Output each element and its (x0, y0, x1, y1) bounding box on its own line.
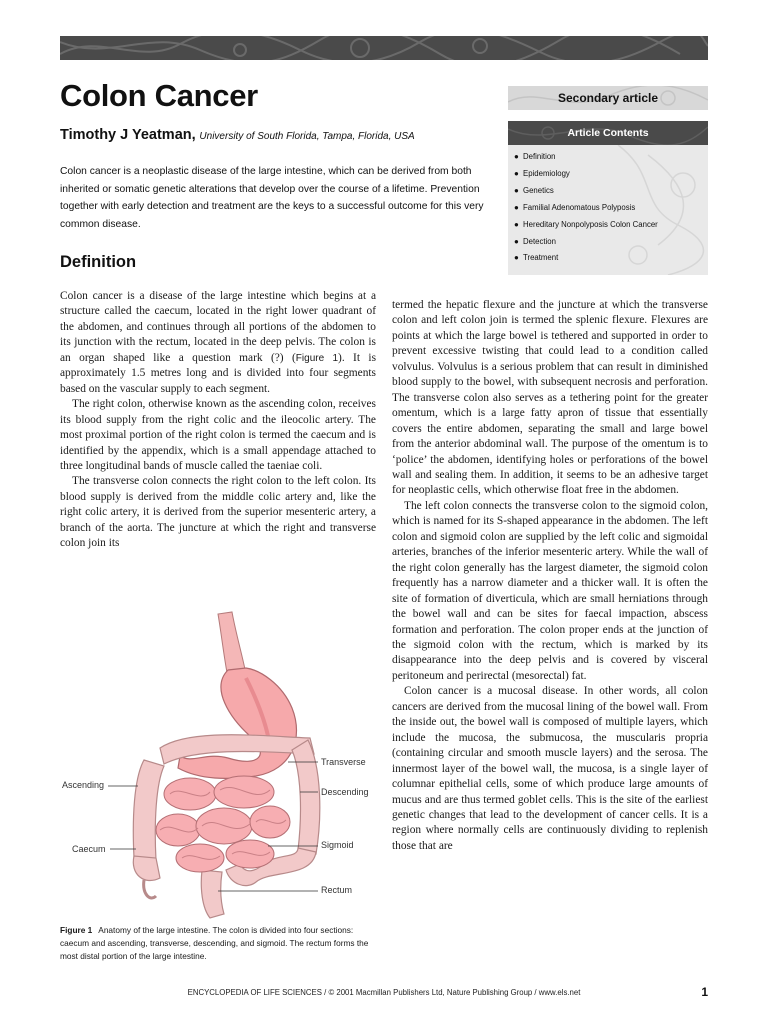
bullet-icon: ● (514, 168, 519, 178)
figure-label-descending: Descending (321, 787, 369, 797)
contents-item[interactable]: ● Hereditary Nonpolyposis Colon Cancer (514, 217, 708, 234)
bullet-icon: ● (514, 253, 519, 263)
figure-1 (60, 608, 378, 922)
bullet-icon: ● (514, 152, 519, 161)
author-name: Timothy J Yeatman, (60, 127, 196, 143)
author-line (60, 127, 415, 143)
body-paragraph: Colon cancer is a mucosal disease. In other words, all colon cancers are derived from the mucosal lining of the bowel wall. From the inside out, the bowel wall is composed of multiple layers, which include the mucosa, the submucosa, the muscularis propria (containing circular and smooth muscle layers) and the serosa. The innermost layer of the bowel wall, the mucosa, is a single layer of columnar epithelial cells, some of which produce large amounts of mucus and are thus termed goblet cells. This is the site of the earliest genetic changes that lead to the development of cancer cells. It is a region where normally cells are continuously dividing to replenish those that are (392, 685, 708, 852)
swirl-pattern-icon (60, 36, 708, 60)
body-paragraph: The transverse colon connects the right colon to the left colon. Its blood supply is derived from the middle colic artery and, like the right colic artery, it is derived from the superior mesenteric artery, a branch of the aorta. The juncture at which the right and transverse colon join its (60, 475, 376, 550)
article-contents-list (508, 145, 708, 275)
figure-label-transverse: Transverse (321, 757, 366, 767)
figure-caption-number: Figure 1 (60, 925, 93, 935)
figure-label-caecum: Caecum (72, 844, 106, 854)
secondary-article-badge (508, 86, 708, 110)
figure-caption-text: Anatomy of the large intestine. The colon is divided into four sections: caecum and ascending, transverse, descending, and sigmoid. The rectum forms the most distal portion of the large intestine. (60, 925, 369, 961)
body-paragraph: The right colon, otherwise known as the ascending colon, receives its blood supply from the right colic and the ileocolic artery. The most proximal portion of the right colon is termed the caecum and is identified by the appendix, which is a small appendage attached to three longitudinal bands of muscle called the taeniae coli. (60, 398, 376, 472)
body-column-left (60, 289, 376, 552)
article-contents-header (508, 121, 708, 145)
page-number: 1 (701, 985, 708, 999)
contents-item[interactable]: ● Treatment (514, 250, 708, 267)
contents-item[interactable]: ● Epidemiology (514, 166, 708, 183)
figure-label-sigmoid: Sigmoid (321, 840, 354, 850)
figure-reference-link[interactable]: Figure 1 (295, 352, 339, 364)
article-contents-title: Article Contents (567, 127, 649, 139)
page-footer: ENCYCLOPEDIA OF LIFE SCIENCES / © 2001 Macmillan Publishers Ltd, Nature Publishing Group / www.els.net (187, 988, 581, 997)
body-paragraph: Colon cancer is a disease of the large intestine which begins at a structure called the caecum, located in the right lower quadrant of the abdomen, and continues through all portions of the abdomen to its junction with the rectum, located in the deep pelvis. The colon is an organ shaped like a question mark (?) (Figure 1). It is approximately 1.5 metres long and is divided into four segments based on the vascular supply to each segment. (60, 290, 377, 395)
secondary-article-label: Secondary article (557, 91, 659, 105)
contents-item[interactable]: ● Definition (514, 149, 708, 166)
author-affiliation: University of South Florida, Tampa, Florida, USA (199, 131, 415, 142)
contents-item[interactable]: ● Detection (514, 234, 708, 251)
contents-item[interactable]: ● Familial Adenomatous Polyposis (514, 200, 708, 217)
bullet-icon: ● (514, 219, 519, 229)
article-sidebar (508, 86, 708, 275)
bullet-icon: ● (514, 202, 519, 212)
body-paragraph: termed the hepatic flexure and the juncture at which the transverse colon and left colon join is termed the splenic flexure. Flexures are points at which the large bowel is tethered and supported in order to prevent excessive twisting that could lead to a condition called volvulus. Volvulus is a serious problem that can result in diminished blood supply to the bowel, with subsequent necrosis and perforation. The transverse colon also serves as a tethering point for the greater omentum, which is a large fatty apron of tissue that essentially covers the entire abdomen, separating the small and large bowel from the anterior abdominal wall. The purpose of the omentum is to ‘police’ the abdomen, identifying holes or perforations of the bowel wall and sealing them. In addition, it seems to be an adhesive target for neoplastic cells, which otherwise float free in the abdomen. (392, 299, 708, 497)
abstract: Colon cancer is a neoplastic disease of the large intestine, which can be derived from both inherited or somatic genetic alterations that develop over the course of a lifetime. Prevention together with early detection and treatment are the keys to a successful outcome for this very common disease. (60, 166, 484, 230)
figure-caption (60, 924, 378, 963)
body-paragraph: The left colon connects the transverse colon to the sigmoid colon, which is named for its S-shaped appearance in the abdomen. The left colon and sigmoid colon are supplied by the left colic and sigmoidal arteries, branches of the inferior mesenteric artery. While the wall of the right colon generally has the largest diameter, the sigmoid colon frequently has a narrow diameter and a thicker wall. It is often the site of formation of diverticula, which are small herniations through the bowel wall and can be sites for faecal impaction, abscess formation and perforation. The colon proper ends at the junction of the sigmoid colon with the rectum, which is marked by its disappearance into the deep pelvis and is covered by visceral peritoneum and perirectal (mesorectal) fat. (392, 499, 708, 682)
bullet-icon: ● (514, 236, 519, 246)
body-column-right (392, 298, 708, 854)
contents-item[interactable]: ● Genetics (514, 183, 708, 200)
bullet-icon: ● (514, 185, 519, 195)
figure-label-ascending: Ascending (62, 780, 105, 790)
section-heading: Definition (60, 253, 137, 271)
article-title: Colon Cancer (60, 78, 258, 113)
header-banner (60, 36, 708, 60)
figure-label-rectum: Rectum (321, 885, 353, 895)
